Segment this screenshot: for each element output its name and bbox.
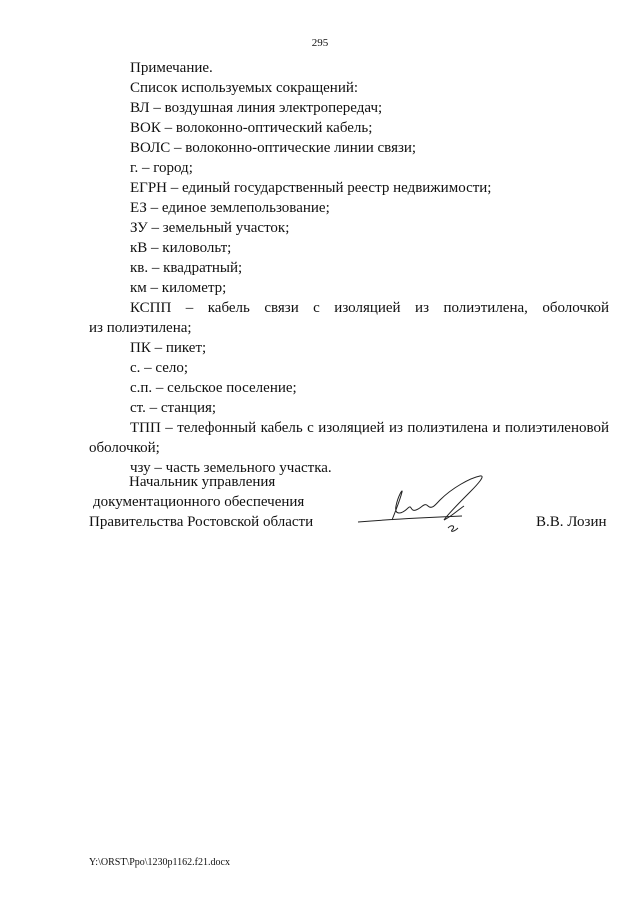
signer-name: В.В. Лозин: [536, 514, 607, 530]
abbreviation-item: ПК – пикет;: [130, 340, 207, 356]
abbreviation-item: ВЛ – воздушная линия электропередач;: [130, 100, 383, 116]
abbreviation-item: ЕЗ – единое землепользование;: [130, 200, 330, 216]
abbreviation-item: чзу – часть земельного участка.: [130, 460, 332, 476]
signer-title-line1: Начальник управления: [129, 474, 276, 490]
signer-title-line2: документационного обеспечения: [93, 494, 305, 510]
abbreviation-item: ЗУ – земельный участок;: [130, 220, 290, 236]
abbreviation-item: ВОК – волоконно-оптический кабель;: [130, 120, 373, 136]
abbreviation-item: г. – город;: [130, 160, 193, 176]
abbreviation-item-tpp-cont: оболочкой;: [89, 440, 160, 456]
abbreviation-item-tpp: ТПП – телефонный кабель с изоляцией из полиэтилена и полиэтиленовой: [130, 420, 609, 436]
abbreviations-title: Список используемых сокращений:: [130, 80, 359, 96]
abbreviation-item: ст. – станция;: [130, 400, 217, 416]
abbreviation-item: кВ – киловольт;: [130, 240, 232, 256]
signer-title-line3: Правительства Ростовской области: [89, 514, 314, 530]
page-number: 295: [311, 37, 329, 49]
abbreviation-item: ВОЛС – волоконно-оптические линии связи;: [130, 140, 417, 156]
abbreviation-item-kspp: КСПП – кабель связи с изоляцией из полиэтилена, оболочкой: [130, 300, 609, 316]
file-path-footer: Y:\ORST\Ppo\1230p1162.f21.docx: [89, 857, 230, 868]
notes-heading: Примечание.: [130, 60, 213, 76]
abbreviation-item: км – километр;: [130, 280, 227, 296]
abbreviation-item: ЕГРН – единый государственный реестр недвижимости;: [130, 180, 492, 196]
abbreviation-item: с.п. – сельское поселение;: [130, 380, 297, 396]
abbreviation-item: кв. – квадратный;: [130, 260, 243, 276]
abbreviation-item-kspp-cont: из полиэтилена;: [89, 320, 192, 336]
abbreviation-item: с. – село;: [130, 360, 189, 376]
handwritten-signature: [352, 470, 512, 540]
